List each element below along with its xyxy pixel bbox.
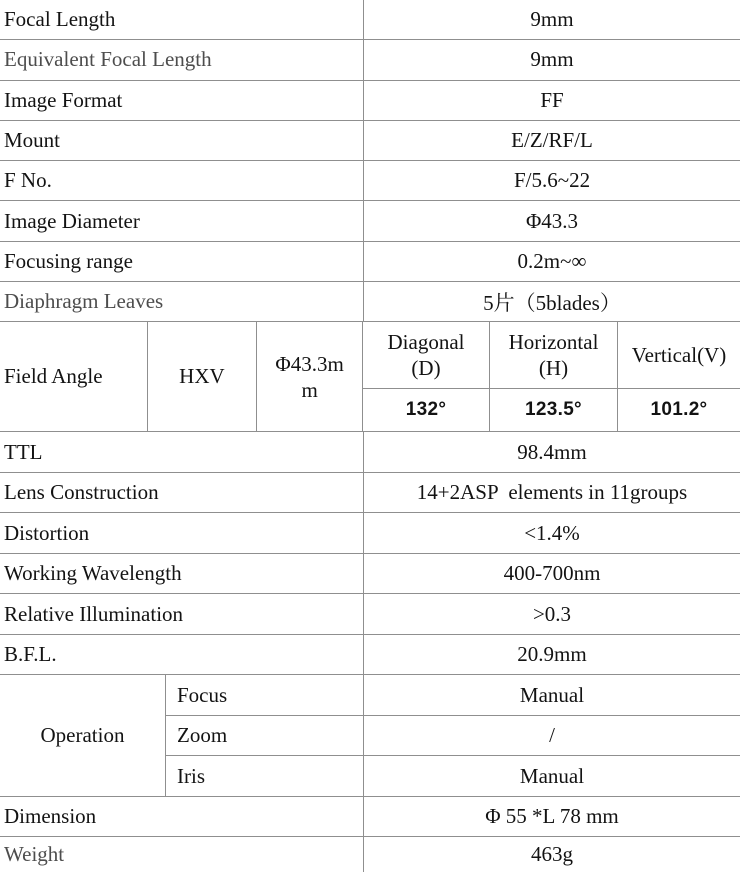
table-row-field-angle bbox=[0, 322, 740, 432]
spec-value: 20.9mm bbox=[517, 642, 587, 667]
spec-label: Distortion bbox=[0, 513, 364, 553]
spec-value: 463g bbox=[531, 842, 573, 867]
field-angle-image-circle: Φ43.3mm bbox=[257, 322, 363, 431]
operation-row-zoom bbox=[166, 716, 740, 757]
spec-label: Relative Illumination bbox=[0, 594, 364, 634]
field-angle-col-vertical: Vertical(V) bbox=[617, 322, 740, 388]
operation-item-name: Iris bbox=[166, 756, 364, 796]
field-angle-col-diagonal: Diagonal (D) bbox=[387, 330, 465, 381]
field-angle-header-row bbox=[363, 322, 740, 389]
spec-label: Image Format bbox=[0, 81, 364, 120]
spec-label: Diaphragm Leaves bbox=[0, 282, 364, 321]
spec-value: 9mm bbox=[530, 7, 574, 32]
table-row-equivalent-focal-length bbox=[0, 40, 740, 80]
spec-value: 9mm bbox=[530, 47, 574, 72]
spec-value: 0.2m~∞ bbox=[517, 248, 587, 273]
operation-label: Operation bbox=[0, 675, 166, 796]
table-row-f-no bbox=[0, 161, 740, 201]
table-row-mount bbox=[0, 121, 740, 161]
field-angle-subtable bbox=[363, 322, 740, 431]
spec-label: Weight bbox=[0, 837, 364, 872]
spec-label: Lens Construction bbox=[0, 473, 364, 513]
table-row-focusing-range bbox=[0, 242, 740, 282]
spec-value: 98.4mm bbox=[517, 439, 587, 464]
spec-value: E/Z/RF/L bbox=[511, 128, 593, 153]
operation-item-name: Focus bbox=[166, 675, 364, 715]
spec-value: FF bbox=[540, 87, 564, 112]
field-angle-value-row bbox=[363, 389, 740, 431]
table-row-ttl bbox=[0, 432, 740, 473]
operation-subtable bbox=[166, 675, 740, 796]
spec-label: Dimension bbox=[0, 797, 364, 837]
spec-value: Φ 55 *L 78 mm bbox=[485, 804, 619, 829]
table-row-diaphragm-leaves bbox=[0, 282, 740, 322]
table-row-image-format bbox=[0, 81, 740, 121]
table-row-image-diameter bbox=[0, 201, 740, 241]
table-row-weight bbox=[0, 837, 740, 872]
table-row-working-wavelength bbox=[0, 554, 740, 595]
spec-label: Equivalent Focal Length bbox=[0, 40, 364, 79]
field-angle-label: Field Angle bbox=[0, 322, 148, 431]
field-angle-value-vertical: 101.2° bbox=[617, 389, 740, 431]
field-angle-axis-label: HXV bbox=[148, 322, 258, 431]
table-row-bfl bbox=[0, 635, 740, 676]
table-row-dimension bbox=[0, 797, 740, 838]
spec-label: F No. bbox=[0, 161, 364, 200]
spec-value: >0.3 bbox=[532, 601, 572, 626]
spec-label: B.F.L. bbox=[0, 635, 364, 675]
spec-value: 14+2ASP elements in 11groups bbox=[416, 480, 688, 505]
spec-label: Mount bbox=[0, 121, 364, 160]
field-angle-col-horizontal: Horizontal (H) bbox=[489, 322, 617, 388]
spec-value: 5片（5blades） bbox=[483, 290, 621, 315]
spec-label: Working Wavelength bbox=[0, 554, 364, 594]
operation-row-focus bbox=[166, 675, 740, 716]
table-row-lens-construction bbox=[0, 473, 740, 514]
table-row-focal-length bbox=[0, 0, 740, 40]
operation-item-value: Manual bbox=[519, 682, 585, 707]
field-angle-value-diagonal: 132° bbox=[405, 399, 447, 421]
table-row-operation bbox=[0, 675, 740, 797]
field-angle-value-horizontal: 123.5° bbox=[489, 389, 617, 431]
spec-value: Φ43.3 bbox=[525, 208, 579, 233]
operation-item-value: Manual bbox=[519, 763, 585, 788]
spec-label: Focal Length bbox=[0, 0, 364, 39]
table-row-relative-illumination bbox=[0, 594, 740, 635]
operation-item-value: / bbox=[549, 723, 555, 748]
operation-item-name: Zoom bbox=[166, 716, 364, 756]
spec-label: TTL bbox=[0, 432, 364, 472]
spec-value: F/5.6~22 bbox=[513, 168, 591, 193]
spec-value: 400-700nm bbox=[503, 561, 601, 586]
spec-value: <1.4% bbox=[524, 520, 580, 545]
operation-row-iris bbox=[166, 756, 740, 796]
spec-label: Focusing range bbox=[0, 242, 364, 281]
table-row-distortion bbox=[0, 513, 740, 554]
spec-label: Image Diameter bbox=[0, 201, 364, 240]
